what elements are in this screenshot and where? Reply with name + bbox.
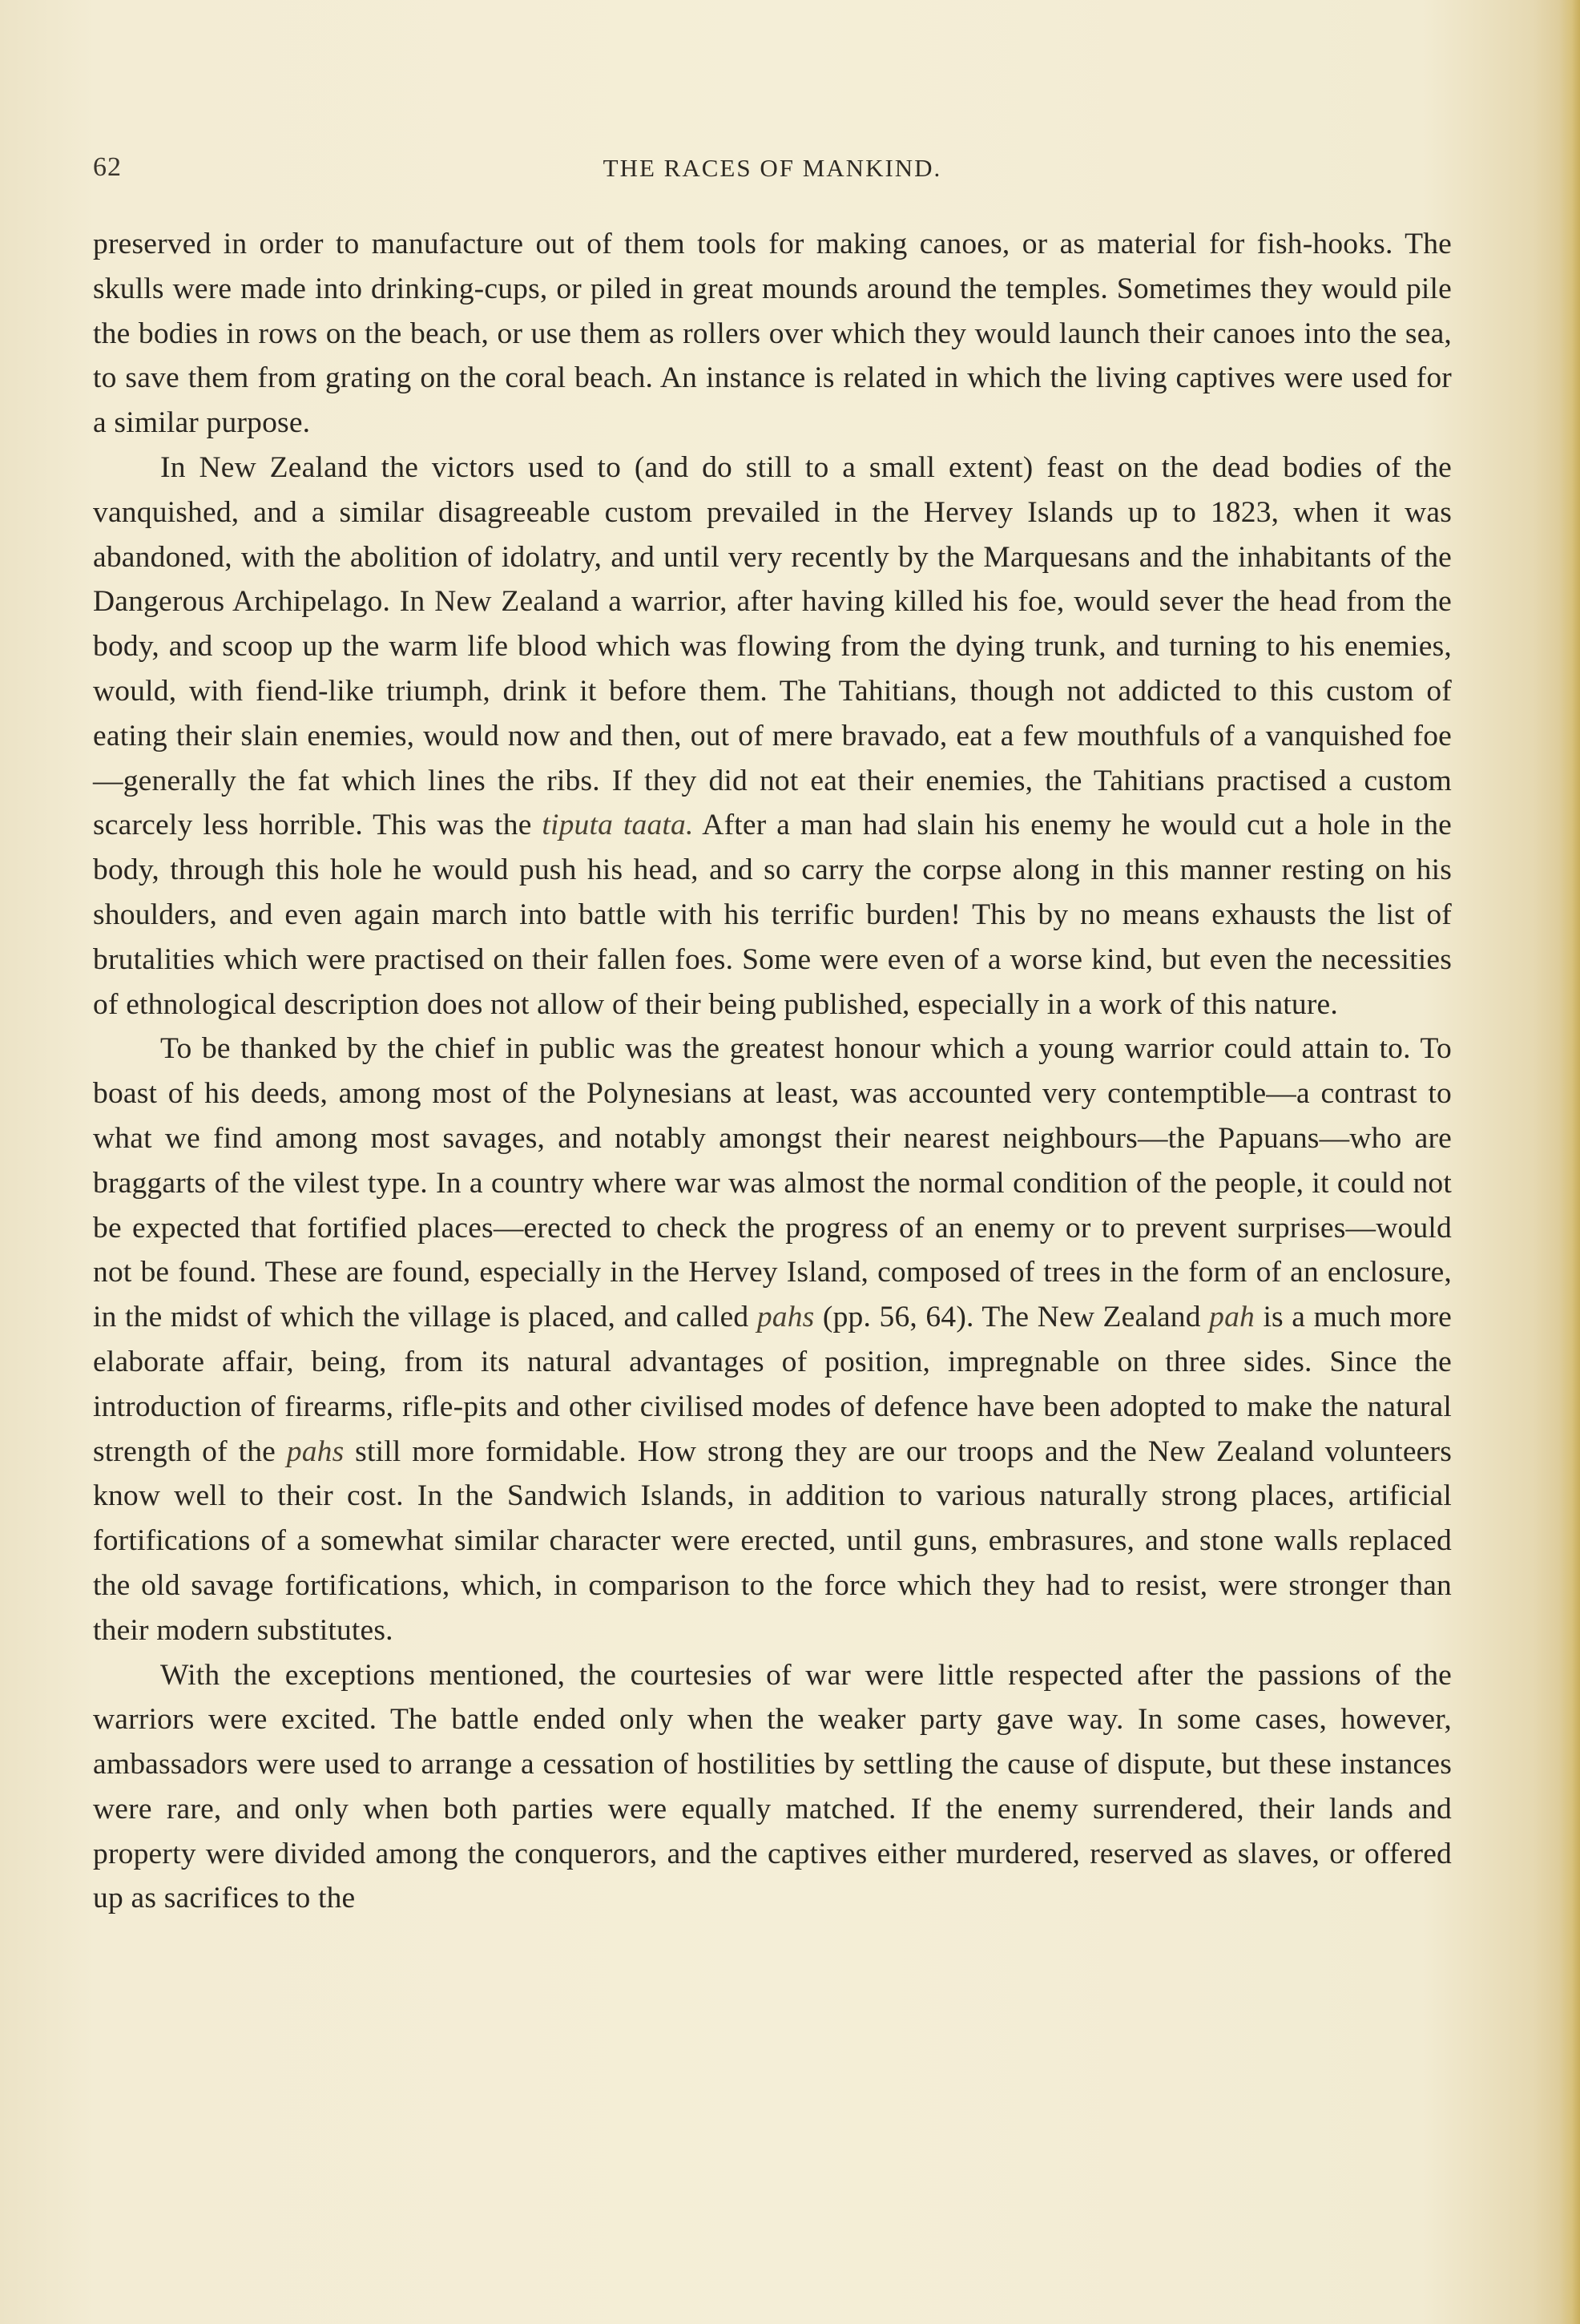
paragraph-3: [93, 1027, 1452, 1652]
italic-term: tiputa taata.: [542, 809, 694, 842]
page-edge: [1559, 0, 1580, 2324]
text-run: is a much more elaborate affair, being, from its natural advantages of position, impregnable on three sides. Since the introduction of firearms, rifle-pits and other civilised modes of defence have been adopted to make the natural strength of the: [93, 1301, 1452, 1468]
text-run: (pp. 56, 64). The New Zealand: [814, 1301, 1210, 1334]
italic-term: pahs: [756, 1301, 815, 1334]
text-run: After a man had slain his enemy he would cut a hole in the body, through this hole he would push his head, and so carry the corpse along in this manner resting on his shoulders, and even again march into battle with his terrific burden! This by no means exhausts the list of brutalities which were practised on their fallen foes. Some were even of a worse kind, but even the necessities of ethnological description does not allow of their being published, especially in a work of this nature.: [93, 809, 1452, 1021]
paragraph-4: [93, 1653, 1452, 1922]
page-number: 62: [93, 152, 122, 182]
running-title: THE RACES OF MANKIND.: [603, 154, 942, 182]
text-run: In New Zealand the victors used to (and do still to a small extent) feast on the dead bodies of the vanquished, and a similar disagreeable custom prevailed in the Hervey Islands up to 1823, when it was abandoned, with the abolition of idolatry, and until very recently by the Marquesans and the inhabitants of the Dangerous Archipelago. In New Zealand a warrior, after having killed his foe, would sever the head from the body, and scoop up the warm life blood which was flowing from the dying trunk, and turning to his enemies, would, with fiend-like triumph, drink it before them. The Tahitians, though not addicted to this custom of eating their slain enemies, would now and then, out of mere bravado, eat a few mouthfuls of a vanquished foe—generally the fat which lines the ribs. If they did not eat their enemies, the Tahitians practised a custom scarcely less horrible. This was the: [93, 450, 1452, 842]
text-run: preserved in order to manufacture out of them tools for making canoes, or as material for fish-hooks. The skulls were made into drinking-cups, or piled in great mounds around the temples. Sometimes they would pile the bodies in rows on the beach, or use them as rollers over which they would launch their canoes into the sea, to save them from grating on the coral beach. An instance is related in which the living captives were used for a similar purpose.: [93, 228, 1452, 440]
italic-term: pahs: [286, 1434, 345, 1468]
text-run: still more formidable. How strong they are our troops and the New Zealand volunteers know well to their cost. In the Sandwich Islands, in addition to various naturally strong places, artificial fortifications of a somewhat similar character were erected, until guns, embrasures, and stone walls replaced the old savage fortifications, which, in comparison to the force which they had to resist, were stronger than their modern substitutes.: [93, 1434, 1452, 1647]
text-run: To be thanked by the chief in public was the greatest honour which a young warrior could attain to. To boast of his deeds, among most of the Polynesians at least, was accounted very contemptible—a contrast to what we find among most savages, and notably amongst their nearest neighbours—the Papuans—who are braggarts of the vilest type. In a country where war was almost the normal condition of the people, it could not be expected that fortified places—erected to check the progress of an enemy or to prevent surprises—would not be found. These are found, especially in the Hervey Island, composed of trees in the form of an enclosure, in the midst of which the village is placed, and called: [93, 1032, 1452, 1334]
paragraph-1: [93, 222, 1452, 446]
paragraph-2: [93, 446, 1452, 1027]
text-run: With the exceptions mentioned, the courtesies of war were little respected after the passions of the warriors were excited. The battle ended only when the weaker party gave way. In some cases, however, ambassadors were used to arrange a cessation of hostilities by settling the cause of dispute, but these instances were rare, and only when both parties were equally matched. If the enemy surrendered, their lands and property were divided among the conquerors, and the captives either murdered, reserved as slaves, or offered up as sacrifices to the: [93, 1658, 1452, 1915]
running-header: [93, 152, 1452, 192]
italic-term: pah: [1209, 1301, 1255, 1334]
body-text: [93, 222, 1452, 1921]
